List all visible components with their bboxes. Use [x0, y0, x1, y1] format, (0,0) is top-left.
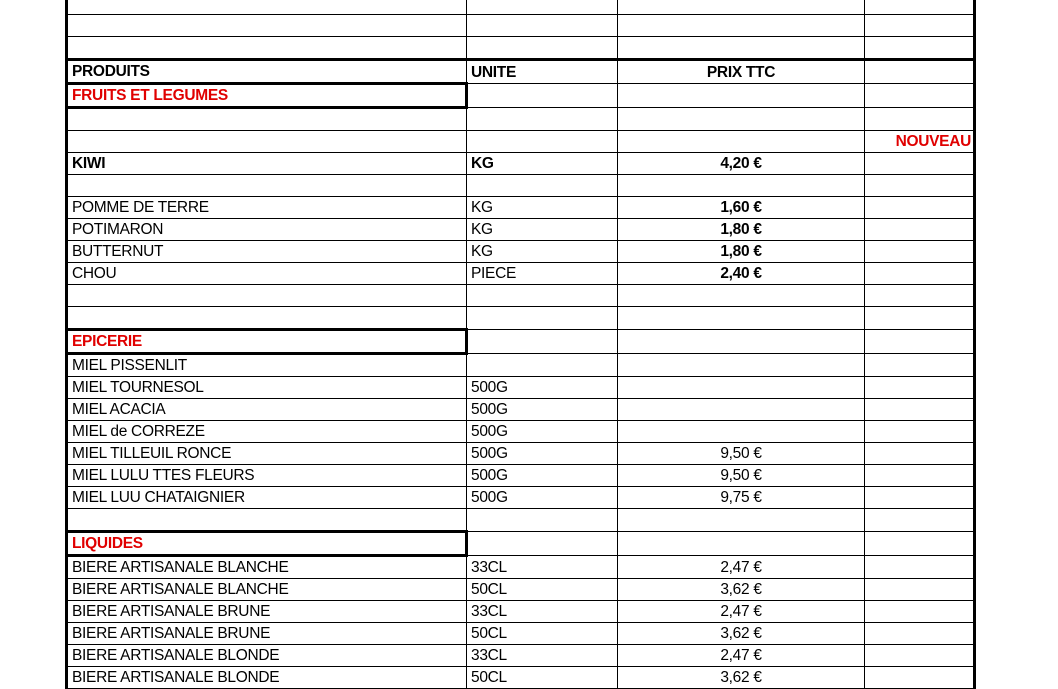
empty-row	[67, 0, 975, 15]
table-row	[67, 487, 975, 509]
product-price: 9,50 €	[618, 443, 865, 465]
table-row	[67, 667, 975, 689]
section-title-fruits: FRUITS ET LEGUMES	[67, 84, 467, 108]
empty-row	[67, 285, 975, 307]
product-name: MIEL LULU TTES FLEURS	[67, 465, 467, 487]
product-price: 3,62 €	[618, 623, 865, 645]
table-row	[67, 421, 975, 443]
table-row	[67, 263, 975, 285]
empty-row	[67, 131, 975, 153]
product-price: 4,20 €	[618, 153, 865, 175]
empty-row	[67, 509, 975, 532]
section-row-liquides	[67, 532, 975, 556]
product-price: 1,80 €	[618, 241, 865, 263]
product-name: BIERE ARTISANALE BLANCHE	[67, 556, 467, 579]
table-row	[67, 354, 975, 377]
product-unit: 500G	[467, 421, 618, 443]
product-unit: 50CL	[467, 579, 618, 601]
product-price	[618, 377, 865, 399]
product-name: BIERE ARTISANALE BRUNE	[67, 601, 467, 623]
product-price	[618, 399, 865, 421]
product-name: CHOU	[67, 263, 467, 285]
product-name: MIEL TILLEUIL RONCE	[67, 443, 467, 465]
empty-row	[67, 37, 975, 60]
table-header	[67, 60, 975, 84]
section-row-fruits	[67, 84, 975, 108]
product-unit: 500G	[467, 399, 618, 421]
header-produits: PRODUITS	[67, 60, 467, 84]
product-name: BIERE ARTISANALE BLONDE	[67, 667, 467, 689]
price-list-table	[65, 0, 976, 689]
product-price: 3,62 €	[618, 579, 865, 601]
empty-row	[67, 307, 975, 330]
empty-row	[67, 175, 975, 197]
section-title-liquides: LIQUIDES	[67, 532, 467, 556]
table-row	[67, 241, 975, 263]
table-row	[67, 556, 975, 579]
table-row	[67, 601, 975, 623]
product-price: 1,60 €	[618, 197, 865, 219]
product-unit: PIECE	[467, 263, 618, 285]
product-name: POMME DE TERRE	[67, 197, 467, 219]
header-unite: UNITE	[467, 60, 618, 84]
product-unit: KG	[467, 153, 618, 175]
empty-row	[67, 15, 975, 37]
product-unit: 500G	[467, 443, 618, 465]
product-price: 9,75 €	[618, 487, 865, 509]
nouveau-badge: NOUVEAU	[865, 131, 975, 153]
product-name: MIEL de CORREZE	[67, 421, 467, 443]
product-name: MIEL LUU CHATAIGNIER	[67, 487, 467, 509]
product-unit: KG	[467, 197, 618, 219]
product-name: MIEL PISSENLIT	[67, 354, 467, 377]
product-price: 2,47 €	[618, 645, 865, 667]
product-price: 2,47 €	[618, 556, 865, 579]
product-name: POTIMARON	[67, 219, 467, 241]
table-row	[67, 465, 975, 487]
product-price: 9,50 €	[618, 465, 865, 487]
header-prix: PRIX TTC	[618, 60, 865, 84]
product-price	[618, 354, 865, 377]
table-row	[67, 623, 975, 645]
product-unit: 33CL	[467, 556, 618, 579]
product-name: MIEL ACACIA	[67, 399, 467, 421]
product-unit: 50CL	[467, 623, 618, 645]
product-unit: KG	[467, 241, 618, 263]
table-row	[67, 645, 975, 667]
product-name: KIWI	[67, 153, 467, 175]
table-row	[67, 399, 975, 421]
product-price: 3,62 €	[618, 667, 865, 689]
product-price: 1,80 €	[618, 219, 865, 241]
product-unit	[467, 354, 618, 377]
product-price: 2,40 €	[618, 263, 865, 285]
product-unit: 500G	[467, 377, 618, 399]
table-row	[67, 579, 975, 601]
table-row	[67, 153, 975, 175]
table-row	[67, 219, 975, 241]
product-name: BIERE ARTISANALE BRUNE	[67, 623, 467, 645]
product-price	[618, 421, 865, 443]
table-row	[67, 377, 975, 399]
product-name: BIERE ARTISANALE BLANCHE	[67, 579, 467, 601]
product-unit: 500G	[467, 487, 618, 509]
table-row	[67, 443, 975, 465]
empty-row	[67, 108, 975, 131]
section-title-epicerie: EPICERIE	[67, 330, 467, 354]
product-name: BIERE ARTISANALE BLONDE	[67, 645, 467, 667]
product-unit: 50CL	[467, 667, 618, 689]
product-unit: 500G	[467, 465, 618, 487]
product-name: MIEL TOURNESOL	[67, 377, 467, 399]
product-unit: 33CL	[467, 601, 618, 623]
table-row	[67, 197, 975, 219]
product-price: 2,47 €	[618, 601, 865, 623]
product-unit: KG	[467, 219, 618, 241]
section-row-epicerie	[67, 330, 975, 354]
product-unit: 33CL	[467, 645, 618, 667]
product-name: BUTTERNUT	[67, 241, 467, 263]
